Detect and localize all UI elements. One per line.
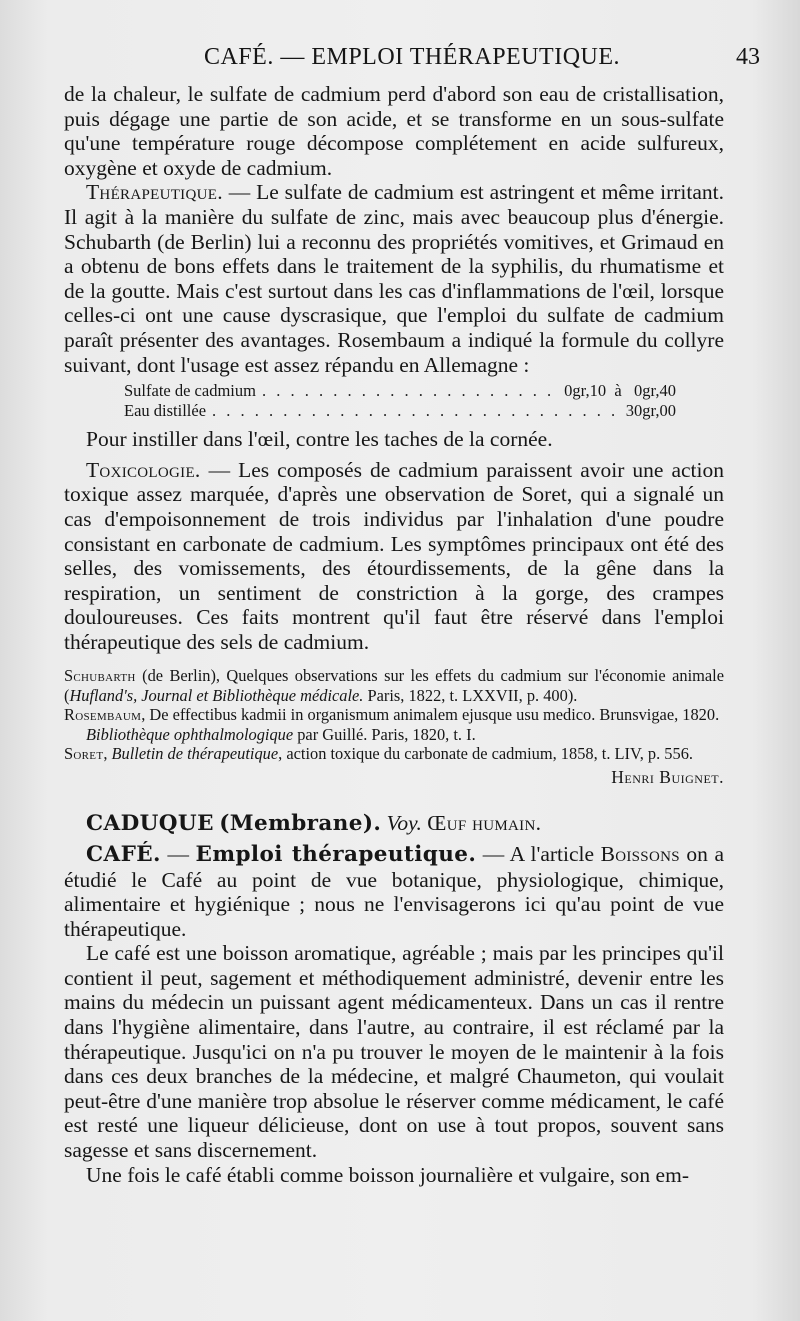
ingredient-dose: 0gr,10 à 0gr,40 [564, 381, 676, 401]
reference-author: Schubarth [64, 666, 136, 686]
cafe-text-after: on a étudié le Café au point de vue botanique, physiologique, chimique, alimentaire et hygiénique ; nous ne l'envisagerons ici qu'au point de vue thérapeutique. [64, 841, 724, 941]
ingredient-dose: 30gr,00 [625, 401, 676, 421]
cross-reference-boissons: Boissons [600, 841, 680, 866]
reference-text: , De effectibus kadmii in organismum animalem ejusque usu medico. Brunsvigae, 1820. [141, 705, 720, 725]
paragraph-cafe-3: Une fois le café établi comme boisson journalière et vulgaire, son em- [86, 1162, 689, 1187]
section-label-therapeutique: Thérapeutique. [86, 180, 223, 205]
reference-title: Hufland's, Journal et Bibliothèque médicale. [69, 685, 364, 705]
qualifier-membrane: (Membrane). [219, 810, 382, 836]
reference-text: , [103, 744, 112, 764]
reference-text: (de Berlin), Quelques observations sur les effets du cadmium sur l'économie animale ( [64, 666, 724, 705]
cross-reference-target: Œuf humain. [427, 810, 542, 835]
leader-dots [212, 401, 620, 421]
reference-entry [64, 705, 724, 744]
page-number: 43 [736, 44, 760, 70]
reference-title: Bulletin de thérapeutique [111, 744, 279, 764]
reference-author: Soret [64, 744, 104, 764]
paragraph-toxicologie [64, 458, 724, 655]
reference-author: Rosembaum [64, 705, 142, 725]
collyre-recipe [124, 381, 676, 421]
section-label-toxicologie: Toxicologie. [86, 457, 201, 482]
headword-dash: — [160, 841, 196, 866]
paragraph-therapeutique [64, 180, 724, 377]
headword-cafe: CAFÉ. [86, 841, 161, 867]
entry-cafe [64, 842, 724, 941]
page-header [64, 44, 760, 76]
running-title: CAFÉ. — EMPLOI THÉRAPEUTIQUE. [203, 44, 621, 70]
subhead-emploi: Emploi thérapeutique. [195, 841, 477, 867]
author-signature: Henri Buignet. [611, 766, 724, 787]
therapeutique-text: — Le sulfate de cadmium est astringent et même irritant. Il agit à la manière du sulfate de zinc, mais avec beaucoup plus d'énergie. Schubarth (de Berlin) lui a reconnu des propriétés vomitives, et Grimaud en a obtenu de bons effets dans le traitement de la syphilis, du rhumatisme et de la goutte. Mais c'est surtout dans les cas d'inflammations de l'œil, lorsque celles-ci ont une cause dyscrasique, que l'emploi du sulfate de cadmium paraît présenter des avantages. Rosembaum a indiqué la formule du collyre suivant, dont l'usage est assez répandu en Allemagne : [64, 180, 724, 377]
paragraph-cafe-2: Le café est une boisson aromatique, agréable ; mais par les principes qu'il contient il peut, sagement et méthodiquement administré, devenir entre les mains du médecin un puissant agent médicamenteux. Dans un cas il rentre dans l'hygiène alimentaire, dans l'autre, au contraire, il est réclamé par la thérapeutique. Jusqu'ici on n'a pu trouver le moyen de le maintenir à la fois dans ces deux branches de la médecine, et malgré Chaumeton, qui voulait peut-être d'une manière trop absolue le réserver comme médicament, le café est resté une liqueur délicieuse, dont on use à tout propos, souvent sans sagesse et sans discernement. [64, 941, 724, 1163]
headword-caduque: CADUQUE [86, 810, 214, 836]
paragraph-continuation: de la chaleur, le sulfate de cadmium perd d'abord son eau de cristallisation, puis dégage une partie de son acide, et se transforme en un sous-sulfate qu'une température rouge décompose complétement en acide sulfureux, oxygène et oxyde de cadmium. [64, 82, 724, 180]
reference-tail: , action toxique du carbonate de cadmium, 1858, t. LIV, p. 556. [278, 744, 693, 764]
reference-entry [64, 666, 724, 705]
reference-tail: par Guillé. Paris, 1820, t. I. [293, 724, 476, 744]
reference-tail: Paris, 1822, t. LXXVII, p. 400). [363, 685, 578, 705]
recipe-row [124, 401, 676, 421]
ingredient-name: Sulfate de cadmium [124, 381, 256, 401]
entry-caduque [64, 811, 724, 836]
reference-title: Bibliothèque ophthalmologique [86, 724, 294, 744]
paragraph-instiller: Pour instiller dans l'œil, contre les taches de la cornée. [86, 427, 553, 452]
page-body [64, 82, 724, 1187]
ingredient-name: Eau distillée [124, 401, 207, 421]
reference-entry [64, 744, 724, 763]
cafe-text-before: — A l'article [476, 841, 601, 866]
recipe-row [124, 381, 676, 401]
leader-dots [262, 381, 558, 401]
toxicologie-text: — Les composés de cadmium paraissent avoir une action toxique assez marquée, d'après une observation de Soret, qui a signalé un cas d'empoisonnement de trois individus par l'inhalation d'une poudre consistant en carbonate de cadmium. Les symptômes principaux ont été des selles, des vomissements, des étourdissements, de la gêne dans la respiration, un sentiment de constriction à la gorge, des crampes douloureuses. Ces faits montrent qu'il faut être réservé dans l'emploi thérapeutique des sels de cadmium. [64, 457, 724, 654]
cross-reference-voy: Voy. [386, 810, 422, 835]
bibliography [64, 666, 724, 786]
